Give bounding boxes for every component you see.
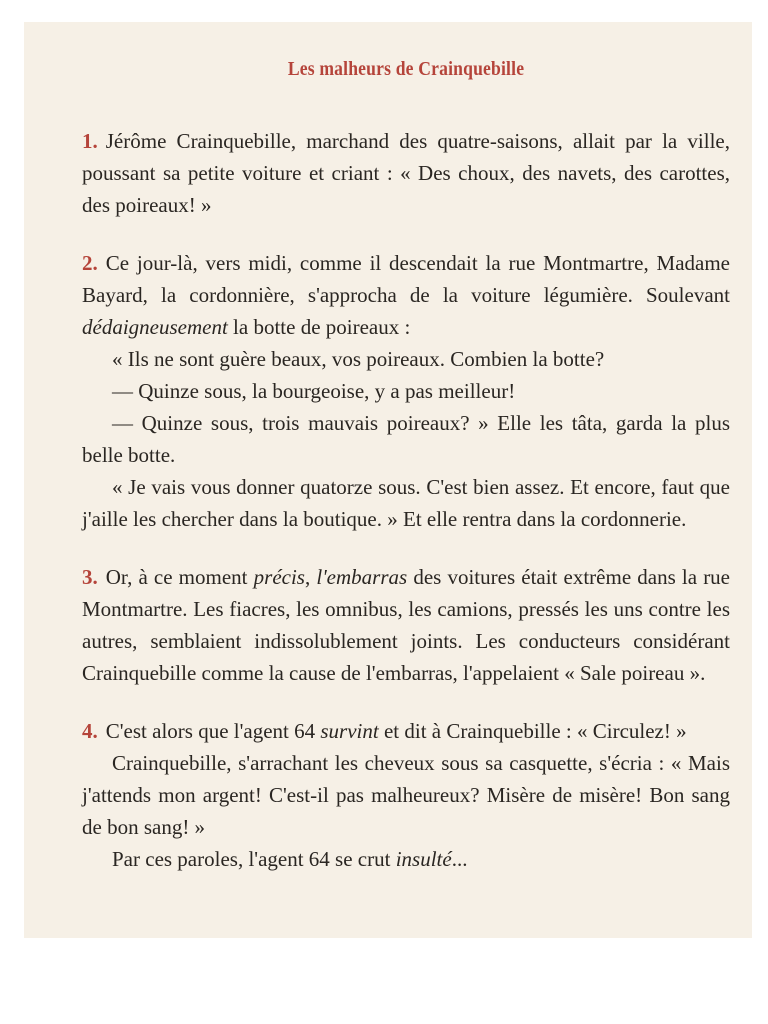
paragraph <box>82 843 730 875</box>
paragraph <box>82 715 730 747</box>
section-1 <box>82 125 730 221</box>
italic-text: insulté <box>395 847 452 871</box>
italic-text: survint <box>320 719 379 743</box>
text-run: — Quinze sous, trois mauvais poireaux? » Elle les tâta, garda la plus belle botte. <box>82 411 730 467</box>
document-page <box>24 22 752 938</box>
section-number: 4. <box>82 719 98 743</box>
text-run: ... <box>451 847 468 871</box>
text-run: Par ces paroles, l'agent 64 se crut <box>112 847 396 871</box>
text-run: — Quinze sous, la bourgeoise, y a pas meilleur! <box>112 379 516 403</box>
paragraph <box>82 125 730 221</box>
paragraph <box>82 407 730 471</box>
text-run: « Je vais vous donner quatorze sous. C'est bien assez. Et encore, faut que j'aille les chercher dans la boutique. » Et elle rentra dans la cordonnerie. <box>82 475 730 531</box>
paragraph <box>82 747 730 843</box>
section-2 <box>82 247 730 535</box>
paragraph <box>82 471 730 535</box>
text-run: la botte de poireaux : <box>227 315 411 339</box>
paragraph <box>82 561 730 689</box>
text-run: des voitures était extrême dans la rue Montmartre. Les fiacres, les omnibus, les camions, pressés les uns contre les autres, semblaient indissolublement joints. Les conducteurs considérant Crainquebille comme la cause de l'embarras, l'appelaient « Sale poireau ». <box>82 565 731 685</box>
paragraph <box>82 375 730 407</box>
section-number: 2. <box>82 251 98 275</box>
text-run: C'est alors que l'agent 64 <box>105 719 321 743</box>
italic-text: précis <box>253 565 305 589</box>
section-number: 3. <box>82 565 98 589</box>
text-run: Crainquebille, s'arrachant les cheveux sous sa casquette, s'écria : « Mais j'attends mon argent! C'est-il pas malheureux? Misère de misère! Bon sang de bon sang! » <box>82 751 730 839</box>
text-run: , <box>304 565 317 589</box>
document-title: Les malheurs de Crainquebille <box>287 58 525 80</box>
section-3 <box>82 561 730 689</box>
paragraph <box>82 247 730 343</box>
text-run: Ce jour-là, vers midi, comme il descendait la rue Montmartre, Madame Bayard, la cordonnière, s'approcha de la voiture légumière. Soulevant <box>82 251 730 307</box>
italic-text: dédaigneusement <box>82 315 228 339</box>
section-number: 1. <box>82 129 98 153</box>
italic-text: l'embarras <box>316 565 408 589</box>
text-run: Jérôme Crainquebille, marchand des quatre-saisons, allait par la ville, poussant sa petite voiture et criant : « Des choux, des navets, des carottes, des poireaux! » <box>82 129 730 217</box>
paragraph <box>82 343 730 375</box>
text-run: et dit à Crainquebille : « Circulez! » <box>378 719 687 743</box>
text-run: « Ils ne sont guère beaux, vos poireaux. Combien la botte? <box>112 347 605 371</box>
document-body <box>82 125 730 875</box>
text-run: Or, à ce moment <box>105 565 254 589</box>
section-4 <box>82 715 730 875</box>
